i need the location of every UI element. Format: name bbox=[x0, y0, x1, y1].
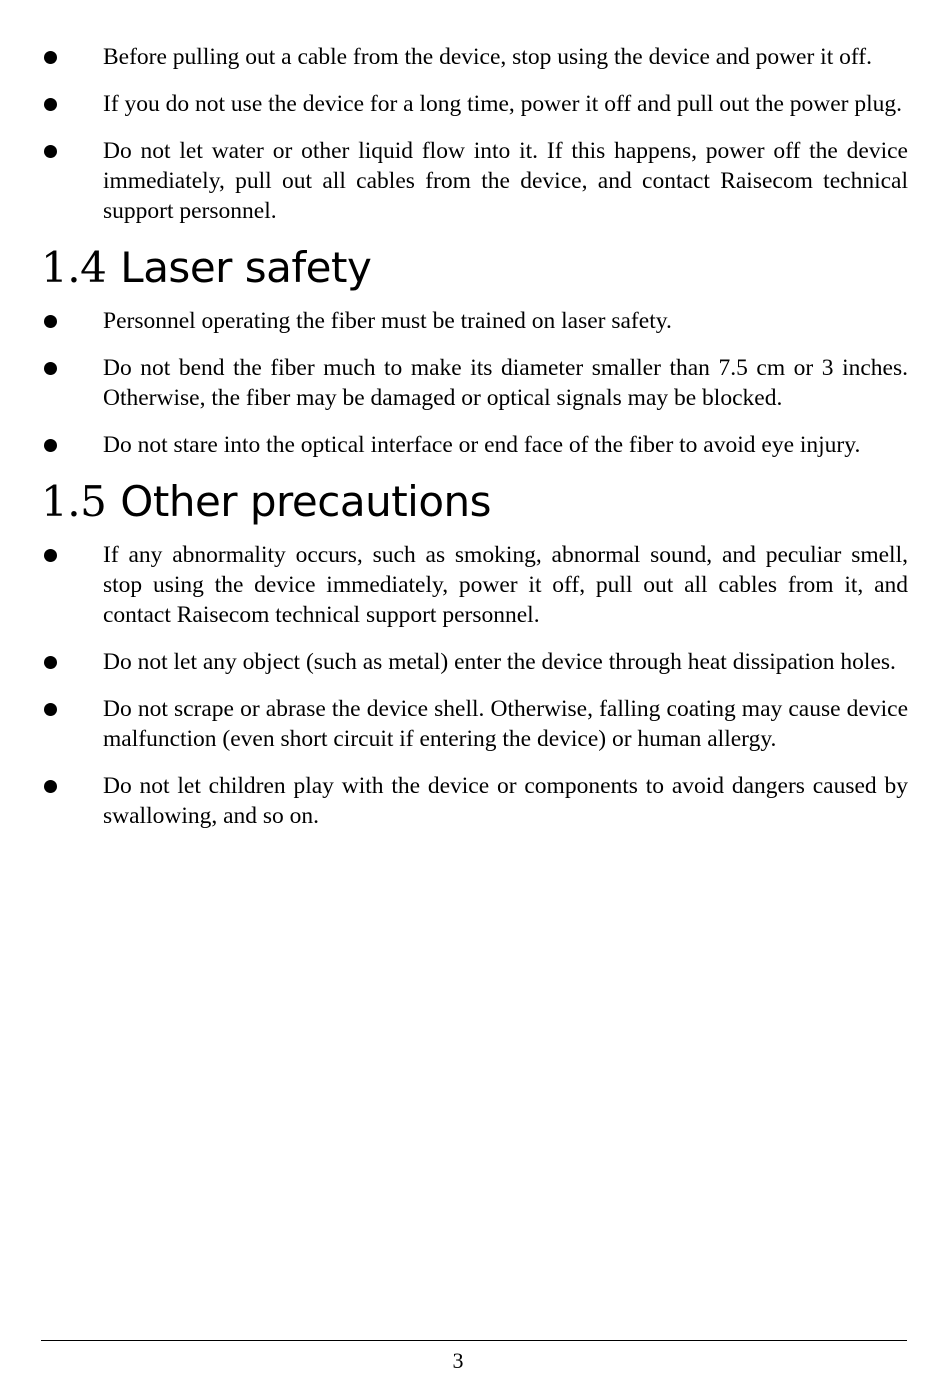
bullet-text: Personnel operating the fiber must be trained on laser safety. bbox=[103, 308, 672, 334]
bullet-icon bbox=[44, 145, 57, 158]
section-title: Other precautions bbox=[120, 477, 492, 526]
list-item bbox=[41, 430, 908, 460]
list-item bbox=[41, 89, 908, 119]
bullet-text: Do not scrape or abrase the device shell. Otherwise, falling coating may cause device malfunction (even short circuit if entering the device) or human allergy. bbox=[103, 696, 908, 752]
list-item bbox=[41, 694, 908, 754]
bullet-icon bbox=[44, 362, 57, 375]
laser-safety-bullet-list bbox=[41, 306, 908, 460]
bullet-text: If you do not use the device for a long time, power it off and pull out the power plug. bbox=[103, 91, 903, 117]
bullet-icon bbox=[44, 98, 57, 111]
list-item bbox=[41, 136, 908, 226]
bullet-icon bbox=[44, 656, 57, 669]
list-item bbox=[41, 771, 908, 831]
page-number: 3 bbox=[452, 1348, 464, 1373]
list-item bbox=[41, 353, 908, 413]
section-number: 1.4 bbox=[41, 243, 107, 292]
bullet-icon bbox=[44, 703, 57, 716]
list-item bbox=[41, 42, 908, 72]
list-item bbox=[41, 647, 908, 677]
intro-bullet-list bbox=[41, 42, 908, 226]
bullet-icon bbox=[44, 315, 57, 328]
bullet-text: Before pulling out a cable from the device, stop using the device and power it off. bbox=[103, 44, 872, 70]
bullet-text: Do not let water or other liquid flow into it. If this happens, power off the device immediately, pull out all cables from the device, and contact Raisecom technical support personnel. bbox=[103, 138, 908, 224]
bullet-icon bbox=[44, 51, 57, 64]
bullet-icon bbox=[44, 439, 57, 452]
other-precautions-bullet-list bbox=[41, 540, 908, 831]
section-heading-laser-safety bbox=[41, 243, 908, 293]
bullet-text: Do not bend the fiber much to make its diameter smaller than 7.5 cm or 3 inches. Otherwise, the fiber may be damaged or optical signals may be blocked. bbox=[103, 355, 908, 411]
section-heading-other-precautions bbox=[41, 477, 908, 527]
page-content bbox=[41, 42, 908, 848]
bullet-text: Do not let any object (such as metal) enter the device through heat dissipation holes. bbox=[103, 649, 896, 675]
bullet-text: If any abnormality occurs, such as smoking, abnormal sound, and peculiar smell, stop using the device immediately, power it off, pull out all cables from it, and contact Raisecom technical support personnel. bbox=[103, 542, 908, 628]
bullet-text: Do not stare into the optical interface or end face of the fiber to avoid eye injury. bbox=[103, 432, 861, 458]
bullet-icon bbox=[44, 780, 57, 793]
section-title: Laser safety bbox=[120, 243, 372, 292]
list-item bbox=[41, 306, 908, 336]
footer-divider bbox=[41, 1340, 907, 1341]
bullet-text: Do not let children play with the device or components to avoid dangers caused by swallowing, and so on. bbox=[103, 773, 908, 829]
list-item bbox=[41, 540, 908, 630]
section-number: 1.5 bbox=[41, 477, 107, 526]
bullet-icon bbox=[44, 549, 57, 562]
